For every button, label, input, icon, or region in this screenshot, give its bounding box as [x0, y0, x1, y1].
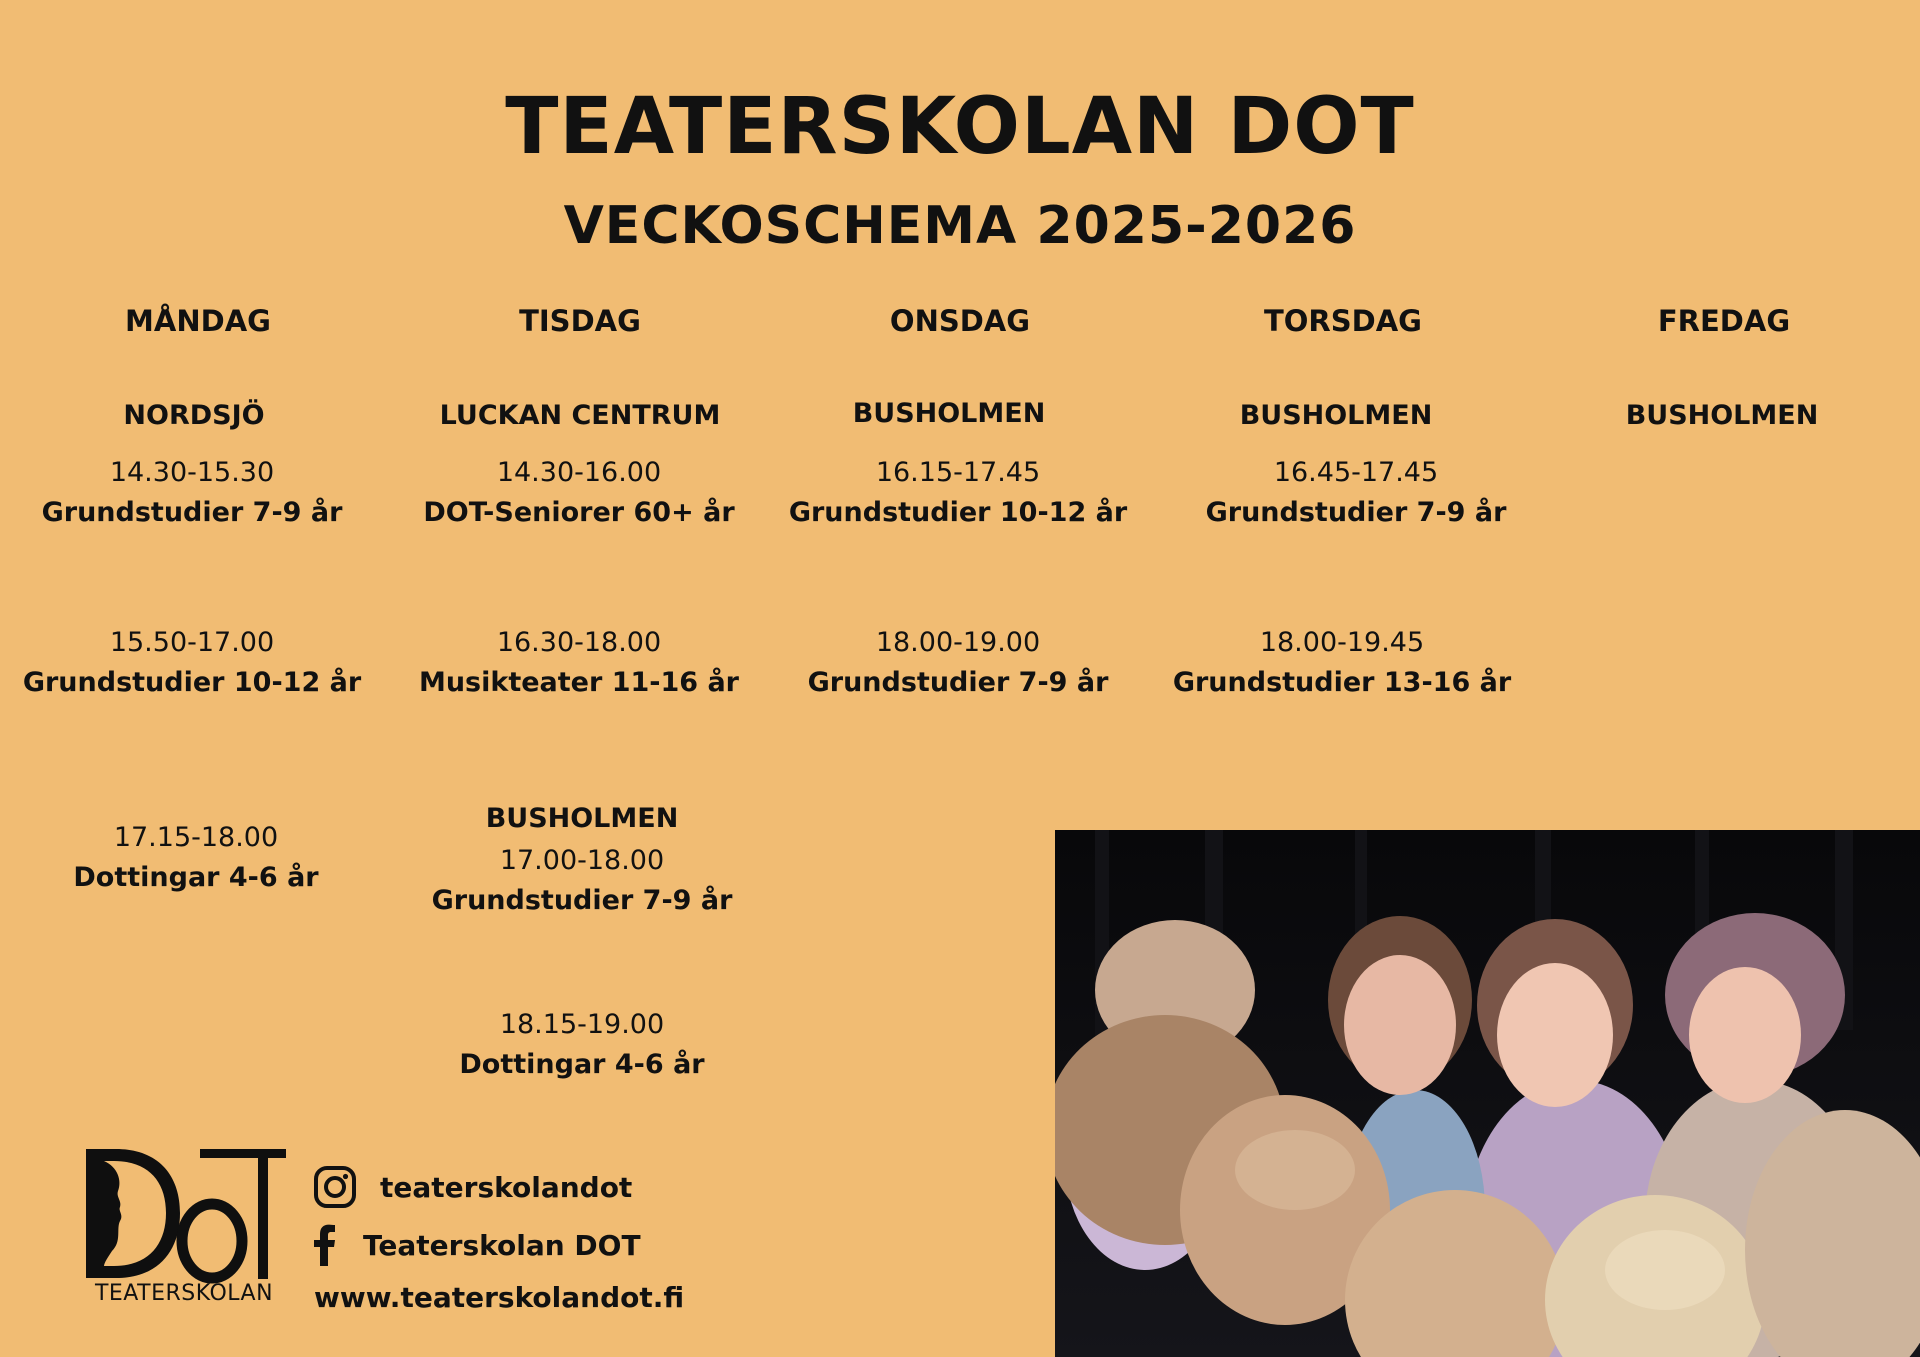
location-monday: NORDSJÖ [123, 400, 265, 431]
day-header-thursday: TORSDAG [1264, 304, 1422, 338]
location-tuesday: LUCKAN CENTRUM [439, 400, 721, 431]
location-thursday: BUSHOLMEN [1239, 400, 1433, 431]
session-time: 16.15-17.45 [875, 457, 1041, 488]
session-class: Grundstudier 13-16 år [1172, 667, 1512, 698]
session-tuesday-4 [372, 1005, 792, 1085]
session-time: 16.30-18.00 [496, 627, 662, 658]
session-time: 14.30-15.30 [109, 457, 275, 488]
session-time: 16.45-17.45 [1273, 457, 1439, 488]
day-header-friday: FREDAG [1657, 304, 1791, 338]
session-time: 18.15-19.00 [499, 1009, 665, 1040]
facebook-icon [313, 1224, 337, 1266]
session-class: Dottingar 4-6 år [73, 862, 319, 893]
day-header-monday: MÅNDAG [125, 304, 271, 338]
session-time: 18.00-19.45 [1259, 627, 1425, 658]
session-class: Grundstudier 10-12 år [788, 497, 1128, 528]
session-tuesday-1 [369, 453, 789, 533]
session-time: 18.00-19.00 [875, 627, 1041, 658]
page-title: TEATERSKOLAN DOT [505, 82, 1415, 172]
session-class: Grundstudier 7-9 år [431, 885, 733, 916]
session-class: Grundstudier 7-9 år [1205, 497, 1507, 528]
session-class: DOT-Seniorer 60+ år [423, 497, 735, 528]
facebook-row[interactable] [313, 1222, 641, 1268]
location-friday: BUSHOLMEN [1625, 400, 1819, 431]
session-time: 15.50-17.00 [109, 627, 275, 658]
session-class: Grundstudier 10-12 år [22, 667, 362, 698]
page-subtitle: VECKOSCHEMA 2025-2026 [563, 196, 1357, 256]
session-monday-1 [0, 453, 402, 533]
day-header-wednesday: ONSDAG [889, 304, 1031, 338]
session-class: Dottingar 4-6 år [459, 1049, 705, 1080]
session-wednesday-1 [748, 453, 1168, 533]
children-photo [1055, 830, 1920, 1357]
session-thursday-1 [1146, 453, 1566, 533]
session-tuesday-3 [372, 841, 792, 921]
session-time: 17.15-18.00 [113, 822, 279, 853]
session-class: Grundstudier 7-9 år [41, 497, 343, 528]
session-time: 14.30-16.00 [496, 457, 662, 488]
session-class: Grundstudier 7-9 år [807, 667, 1109, 698]
facebook-page: Teaterskolan DOT [363, 1228, 641, 1262]
session-monday-3 [0, 818, 406, 898]
instagram-handle: teaterskolandot [380, 1170, 633, 1204]
location-tuesday-2: BUSHOLMEN [485, 803, 679, 834]
session-monday-2 [0, 623, 402, 703]
session-time: 17.00-18.00 [499, 845, 665, 876]
instagram-icon [313, 1165, 357, 1209]
session-thursday-2 [1132, 623, 1552, 703]
session-tuesday-2 [369, 623, 789, 703]
logo-text: TEATERSKOLAN [94, 1281, 274, 1306]
session-class: Musikteater 11-16 år [418, 667, 740, 698]
location-wednesday: BUSHOLMEN [852, 398, 1046, 429]
website-link[interactable]: www.teaterskolandot.fi [314, 1281, 685, 1314]
day-header-tuesday: TISDAG [519, 304, 641, 338]
session-wednesday-2 [748, 623, 1168, 703]
children-photo-illustration [1055, 830, 1920, 1357]
instagram-row[interactable] [313, 1164, 632, 1210]
